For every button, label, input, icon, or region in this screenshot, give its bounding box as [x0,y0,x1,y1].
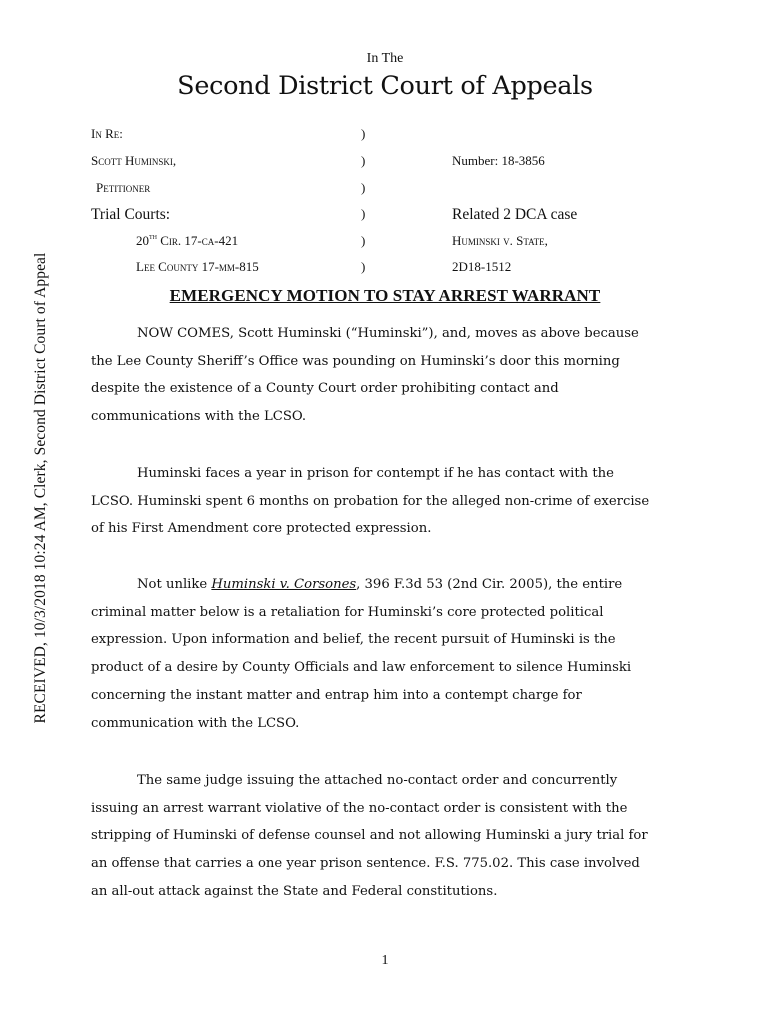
paragraph-line: NOW COMES, Scott Huminski (“Huminski”), and, moves as above because [137,326,639,341]
caption-paren: ) [361,180,366,195]
caption-row-circuit [0,233,770,255]
caption-paren: ) [361,206,366,221]
caption-row-trial-courts [0,206,770,228]
paragraph-line: an all-out attack against the State and Federal constitutions. [91,883,498,899]
paragraph-line: despite the existence of a County Court order prohibiting contact and [91,381,559,397]
paragraph-line: of his First Amendment core protected expression. [91,521,432,537]
paragraph-4 [91,767,681,906]
party-role: Petitioner [96,180,151,195]
caption-paren: ) [361,153,366,168]
paragraph-3 [91,571,681,737]
circuit-court-case [136,233,238,249]
caption-row-in-re [0,126,770,148]
paragraph-line: stripping of Huminski of defense counsel and not allowing Huminski a jury trial for [91,828,648,844]
paragraph-line: product of a desire by County Officials and law enforcement to silence Huminski [91,660,632,676]
received-stamp: RECEIVED, 10/3/2018 10:24 AM, Clerk, Second District Court of Appeal [32,252,49,724]
caption-paren: ) [361,233,366,248]
paragraph-line: issuing an arrest warrant violative of the no-contact order is consistent with the [91,800,628,816]
citation-rest: , 396 F.3d 53 (2nd Cir. 2005), the entire [356,577,623,592]
related-case-label: Related 2 DCA case [452,206,578,223]
circuit-ordinal: th [149,232,157,241]
caption-paren: ) [361,126,366,141]
paragraph-line: concerning the instant matter and entrap him into a contempt charge for [91,687,582,703]
circuit-case-text: Cir. 17-ca-421 [157,233,239,248]
court-title: Second District Court of Appeals [177,71,593,101]
related-case-number: 2D18-1512 [452,259,512,274]
paragraph-line [91,571,681,599]
paragraph-line: Huminski faces a year in prison for contempt if he has contact with the [137,466,614,481]
page-number: 1 [381,953,389,968]
paragraph-line: communication with the LCSO. [91,715,300,731]
paragraph-1 [91,320,681,431]
court-pre-title: In The [366,51,404,66]
caption-row-county [0,259,770,281]
circuit-number: 20 [136,233,149,248]
paragraph-line: the Lee County Sheriff’s Office was pounding on Huminski’s door this morning [91,353,620,369]
paragraph-line: LCSO. Huminski spent 6 months on probation for the alleged non-crime of exercise [91,493,650,509]
paragraph-line: expression. Upon information and belief, the recent pursuit of Huminski is the [91,632,616,648]
related-case-name: Huminski v. State, [452,233,548,248]
paragraph-line: an offense that carries a one year prison sentence. F.S. 775.02. This case involved [91,856,640,872]
case-number: Number: 18-3856 [452,153,545,168]
caption-row-role [0,180,770,202]
case-citation: Huminski v. Corsones [211,577,357,592]
motion-heading: EMERGENCY MOTION TO STAY ARREST WARRANT [169,286,601,305]
paragraph-line: communications with the LCSO. [91,409,307,425]
paragraph-line: The same judge issuing the attached no-contact order and concurrently [137,773,618,788]
trial-courts-label: Trial Courts: [91,206,171,223]
paragraph-2 [91,460,681,543]
caption-row-party [0,153,770,175]
paragraph-line: criminal matter below is a retaliation for Huminski’s core protected political [91,604,604,620]
caption-paren: ) [361,259,366,274]
in-re-label: In Re: [91,126,123,141]
county-court-case: Lee County 17-mm-815 [136,259,259,274]
paragraph-lead: Not unlike [137,577,212,592]
party-name: Scott Huminski, [91,153,177,168]
